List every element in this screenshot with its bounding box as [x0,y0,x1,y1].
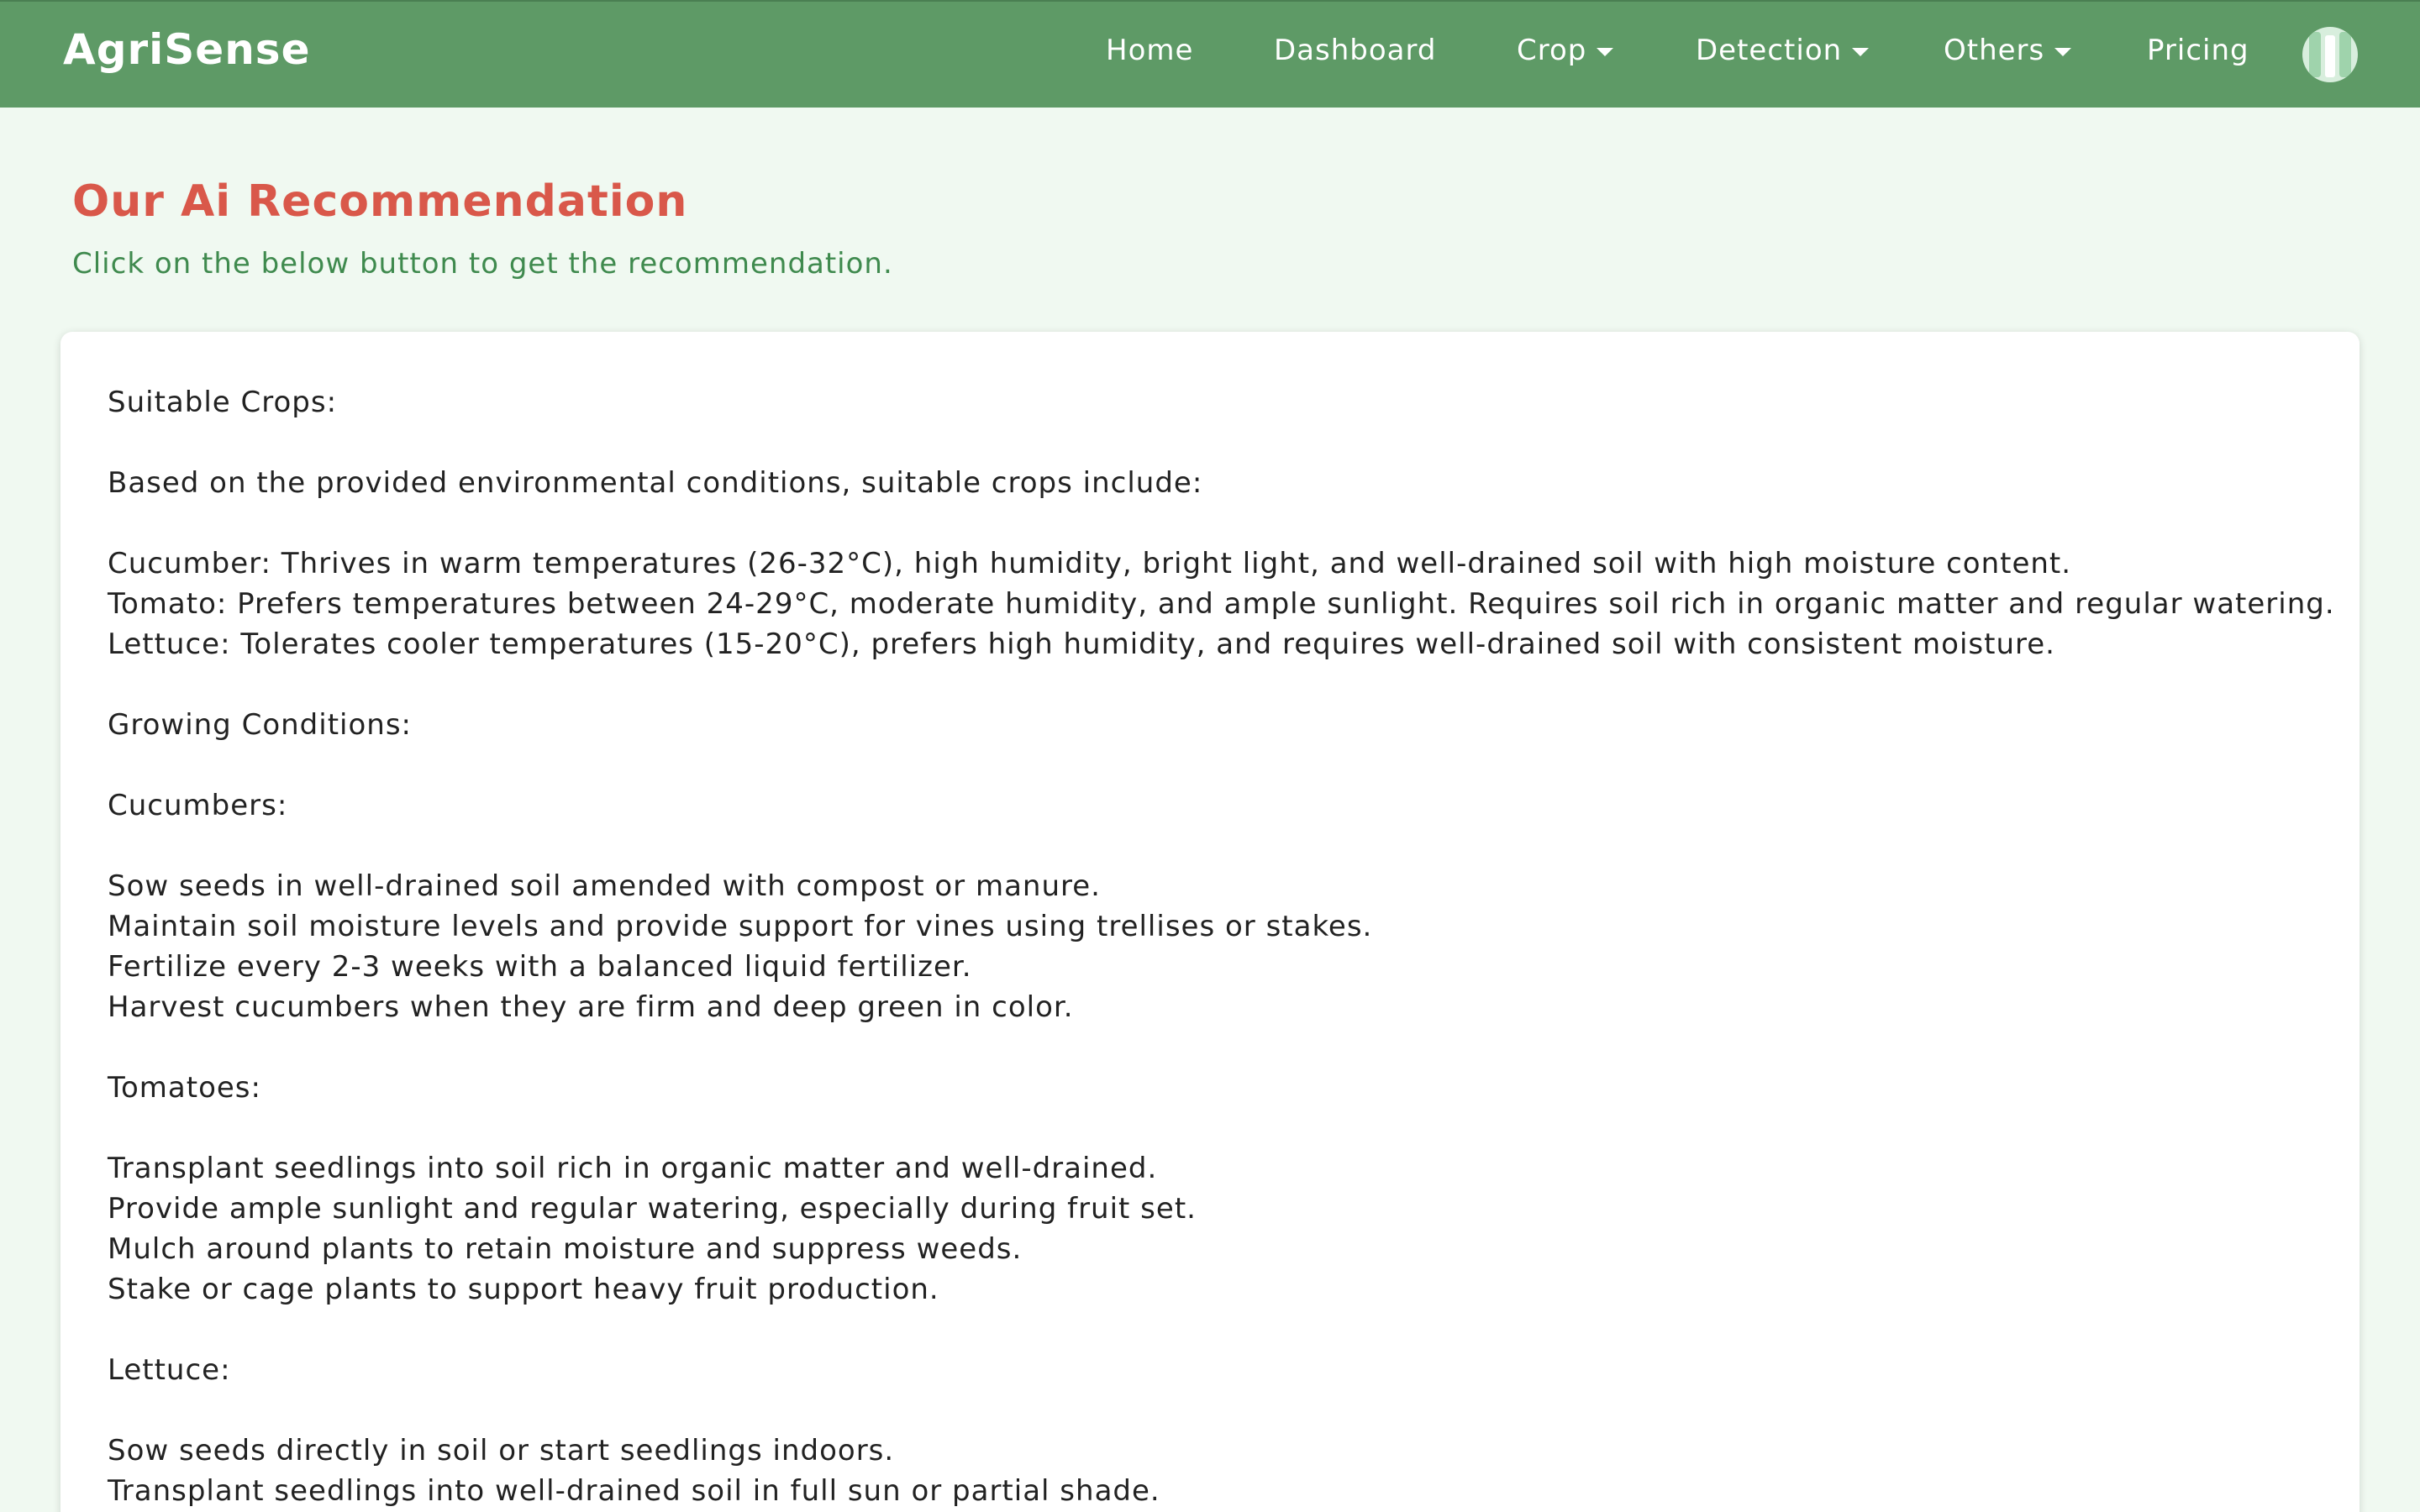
spacer [108,423,2326,463]
nav-detection-dropdown[interactable] [1696,34,1869,67]
user-avatar-icon[interactable] [2302,27,2358,82]
spacer [108,1027,2326,1068]
subsection-heading: Cucumbers: [108,789,288,822]
text-line: Mulch around plants to retain moisture and suppress weeds. [108,1232,1023,1266]
spacer [108,1310,2326,1350]
nav-detection-label: Detection [1696,34,1843,67]
nav-pricing[interactable] [2147,34,2249,67]
spacer [108,664,2326,705]
spacer [108,745,2326,785]
page-title: Our Ai Recommendation [72,176,688,227]
recommendation-text [108,382,2335,1511]
spacer [108,503,2326,543]
caret-down-icon [1852,48,1869,56]
caret-down-icon [1597,48,1613,56]
navbar [0,0,2420,108]
text-line: Stake or cage plants to support heavy fruit production. [108,1273,939,1306]
nav-dashboard-label: Dashboard [1274,34,1437,67]
spacer [108,1390,2326,1431]
crop-item: Cucumber: Thrives in warm temperatures (26-32°C), high humidity, bright light, and well-drained soil with high moisture content. [108,547,2072,580]
text-line: Fertilize every 2-3 weeks with a balanced liquid fertilizer. [108,950,972,984]
text-line: Sow seeds in well-drained soil amended with compost or manure. [108,869,1101,903]
text-line: Based on the provided environmental conditions, suitable crops include: [108,466,1203,500]
subsection-heading: Tomatoes: [108,1071,261,1105]
text-line: Transplant seedlings into well-drained soil in full sun or partial shade. [108,1474,1160,1508]
recommendation-card [60,332,2360,1512]
caret-down-icon [2054,48,2071,56]
spacer [108,826,2326,866]
crop-item: Tomato: Prefers temperatures between 24-29°C, moderate humidity, and ample sunlight. Requires soil rich in organic matter and regular watering. [108,587,2335,621]
avatar-shape-left [2309,32,2321,77]
nav-crop-dropdown[interactable] [1517,34,1613,67]
subsection-heading: Lettuce: [108,1353,231,1387]
text-line: Transplant seedlings into soil rich in organic matter and well-drained. [108,1152,1158,1185]
page-subtitle: Click on the below button to get the recommendation. [72,247,893,281]
nav-home-label: Home [1106,34,1194,67]
spacer [108,1108,2326,1148]
section-heading: Suitable Crops: [108,386,338,419]
avatar-shape-center [2325,35,2335,77]
brand-logo[interactable]: AgriSense [63,25,311,74]
crop-item: Lettuce: Tolerates cooler temperatures (15-20°C), prefers high humidity, and requires well-drained soil with consistent moisture. [108,627,2055,661]
text-line: Harvest cucumbers when they are firm and deep green in color. [108,990,1074,1024]
nav-crop-label: Crop [1517,34,1587,67]
text-line: Maintain soil moisture levels and provide support for vines using trellises or stakes. [108,910,1373,943]
text-line: Provide ample sunlight and regular watering, especially during fruit set. [108,1192,1197,1226]
avatar-shape-right [2339,32,2351,77]
nav-others-dropdown[interactable] [1944,34,2071,67]
nav-others-label: Others [1944,34,2045,67]
text-line: Sow seeds directly in soil or start seedlings indoors. [108,1434,895,1467]
nav-home[interactable] [1106,34,1193,67]
section-heading: Growing Conditions: [108,708,412,742]
nav-pricing-label: Pricing [2147,34,2249,67]
nav-dashboard[interactable] [1274,34,1436,67]
